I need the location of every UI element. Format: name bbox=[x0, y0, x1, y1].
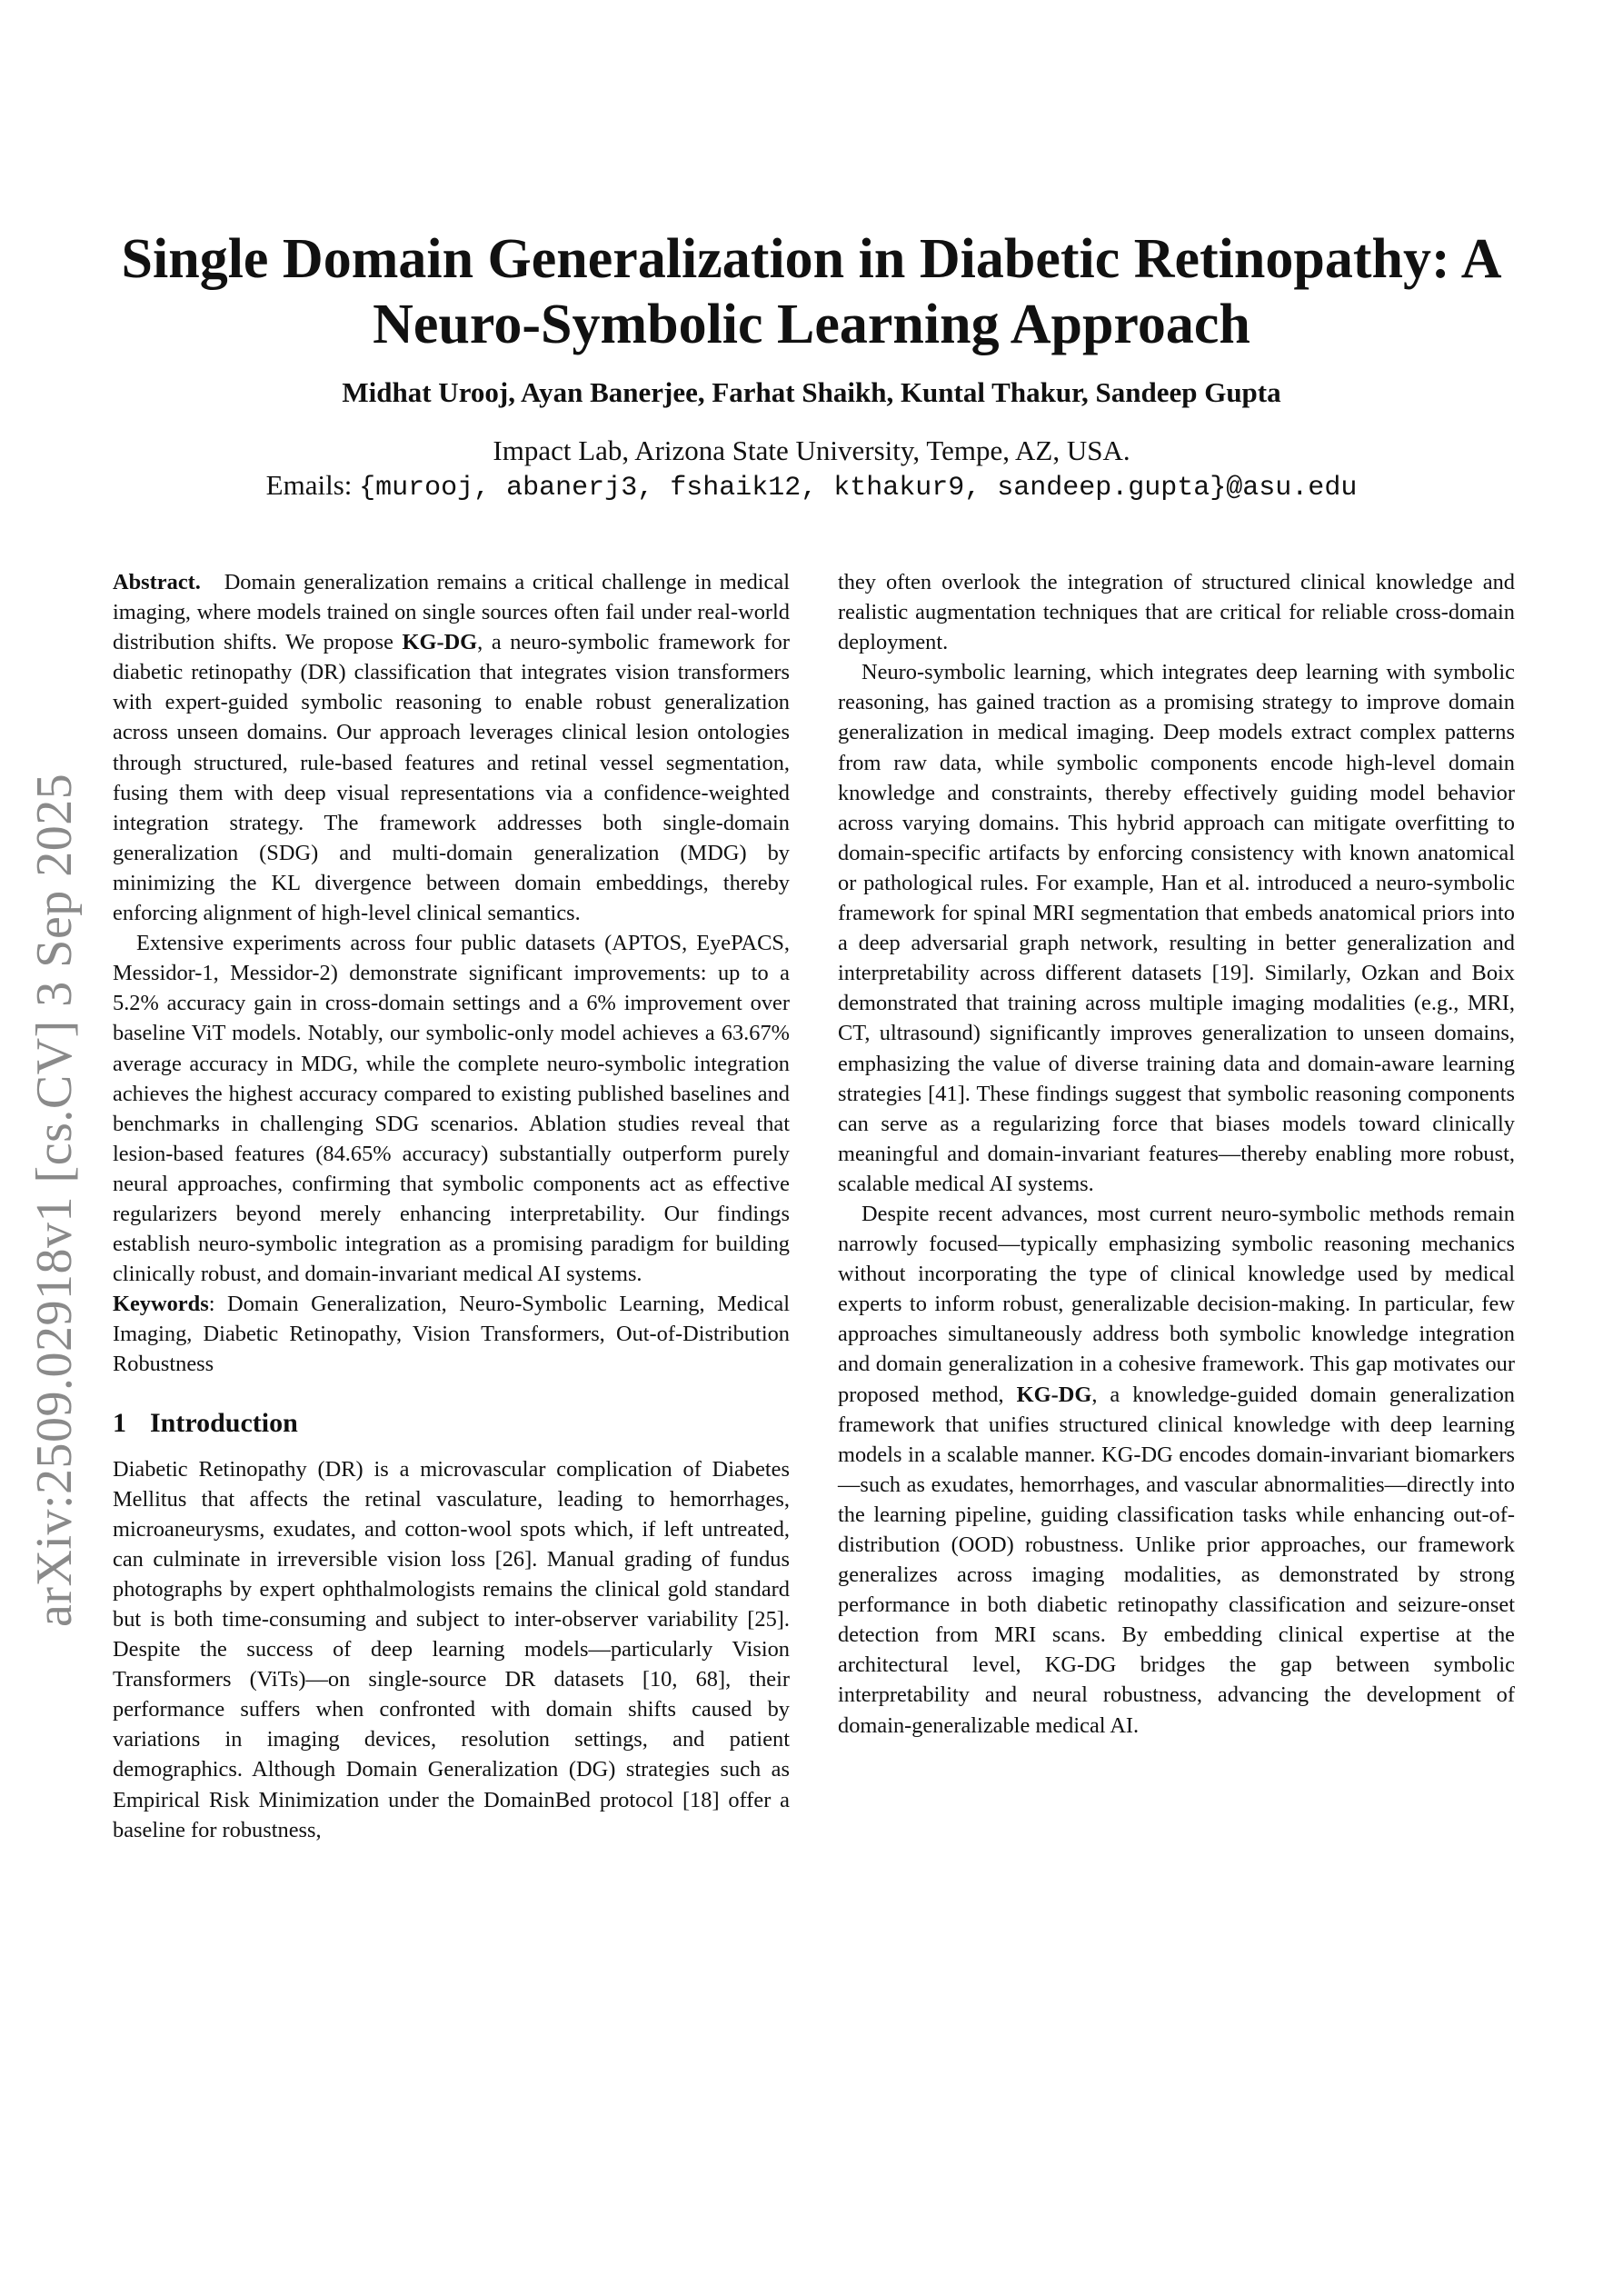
body-paragraph-2: Neuro-symbolic learning, which integrates deep learning with symbolic reasoning, has gained traction as a promising strategy to improve domain generalization in medical imaging. Deep models extract complex patterns from raw data, while symbolic components encode high-level domain knowledge and constraints, thereby effectively guiding model behavior across varying domains. This hybrid approach can mitigate overfitting to domain-specific artifacts by enforcing consistency with known anatomical or pathological rules. For example, Han et al. introduced a neuro-symbolic framework for spinal MRI segmentation that embeds anatomical priors into a deep adversarial graph network, resulting in better generalization and interpretability across different datasets [19]. Similarly, Ozkan and Boix demonstrated that training across multiple imaging modalities (e.g., MRI, CT, ultrasound) significantly improves generalization to unseen domains, emphasizing the value of diverse training data and domain-aware learning strategies [41]. These findings suggest that symbolic reasoning components can serve as a regularizing force that biases models toward clinically meaningful and domain-invariant features—thereby enabling more robust, scalable medical AI systems. bbox=[838, 660, 1515, 1196]
section-title: Introduction bbox=[150, 1407, 298, 1438]
body-paragraph-3 bbox=[838, 1199, 1515, 1741]
arxiv-identifier: arXiv:2509.02918v1 [cs.CV] 3 Sep 2025 bbox=[26, 773, 83, 1627]
method-name: KG-DG bbox=[402, 630, 478, 655]
email-addresses: {murooj, abanerj3, fshaik12, kthakur9, sandeep.gupta}@asu.edu bbox=[359, 473, 1358, 504]
body-paragraph-3-end: , a knowledge-guided domain generalization framework that unifies structured clinical knowledge with deep learning models in a scalable manner. KG-DG encodes domain-invariant biomarkers—such as exudates, hemorrhages, and vascular abnormalities—directly into the learning pipeline, guiding classification tasks while enhancing out-of-distribution (OOD) robustness. Unlike prior approaches, our framework generalizes across imaging modalities, as demonstrated by strong performance in both diabetic retinopathy classification and seizure-onset detection from MRI scans. By embedding clinical expertise at the architectural level, KG-DG bridges the gap between symbolic interpretability and neural robustness, advancing the development of domain-generalizable medical AI. bbox=[838, 1382, 1516, 1738]
body-paragraph-1: they often overlook the integration of structured clinical knowledge and realistic augmentation techniques that are critical for reliable cross-domain deployment. bbox=[838, 570, 1515, 655]
keywords-label: Keywords bbox=[113, 1292, 209, 1317]
abstract-label: Abstract. bbox=[113, 570, 201, 594]
emails-label: Emails: bbox=[265, 469, 353, 501]
section-number: 1 bbox=[113, 1407, 126, 1438]
left-column bbox=[113, 567, 790, 1845]
paper-title: Single Domain Generalization in Diabetic Retinopathy: A Neuro-Symbolic Learning Approach bbox=[121, 228, 1502, 355]
introduction-paragraph-1: Diabetic Retinopathy (DR) is a microvascular complication of Diabetes Mellitus that affects the retinal vasculature, leading to hemorrhages, microaneurysms, exudates, and cotton-wool spots which, if left untreated, can culminate in irreversible vision loss [26]. Manual grading of fundus photographs by expert ophthalmologists remains the clinical gold standard but is both time-consuming and subject to inter-observer variability [25]. Despite the success of deep learning models—particularly Vision Transformers (ViTs)—on single-source DR datasets [10, 68], their performance suffers when confronted with domain shifts caused by variations in imaging devices, resolution settings, and patient demographics. Although Domain Generalization (DG) strategies such as Empirical Risk Minimization under the DomainBed protocol [18] offer a baseline for robustness, bbox=[113, 1456, 790, 1842]
body-paragraph-3-start: Despite recent advances, most current neuro-symbolic methods remain narrowly focused—typically emphasizing symbolic reasoning mechanics without incorporating the type of clinical knowledge used by medical experts to inform robust, generalizable decision-making. In particular, few approaches simultaneously address both symbolic knowledge integration and domain generalization in a cohesive framework. This gap motivates our proposed method, bbox=[838, 1201, 1515, 1407]
abstract-text-start: Domain generalization remains a critical challenge in medical imaging, where models trained on single sources often fail under real-world distribution shifts. We propose bbox=[113, 570, 790, 655]
abstract-paragraph-2: Extensive experiments across four public datasets (APTOS, EyePACS, Messidor-1, Messidor-2) demonstrate significant improvements: up to a 5.2% accuracy gain in cross-domain settings and a 6% improvement over baseline ViT models. Notably, our symbolic-only model achieves a 63.67% average accuracy in MDG, while the complete neuro-symbolic integration achieves the highest accuracy compared to existing published baselines and benchmarks in challenging SDG scenarios. Ablation studies reveal that lesion-based features (84.65% accuracy) substantially outperform purely neural approaches, confirming that symbolic components act as effective regularizers beyond merely enhancing interpretability. Our findings establish neuro-symbolic integration as a promising paradigm for building clinically robust, and domain-invariant medical AI systems. bbox=[113, 931, 790, 1287]
author-list: Midhat Urooj, Ayan Banerjee, Farhat Shaikh, Kuntal Thakur, Sandeep Gupta bbox=[342, 376, 1281, 408]
abstract-text-end: , a neuro-symbolic framework for diabetic retinopathy (DR) classification that integrates vision transformers with expert-guided symbolic reasoning to enable robust generalization across unseen domains. Our approach leverages clinical lesion ontologies through structured, rule-based features and retinal vessel segmentation, fusing them with deep visual representations via a confidence-weighted integration strategy. The framework addresses both single-domain generalization (SDG) and multi-domain generalization (MDG) by minimizing the KL divergence between domain embeddings, thereby enforcing alignment of high-level clinical semantics. bbox=[113, 630, 790, 926]
keywords bbox=[113, 1289, 790, 1379]
email-line bbox=[91, 469, 1532, 504]
right-column bbox=[838, 567, 1515, 1741]
abstract-paragraph-1 bbox=[113, 567, 790, 928]
method-name-right: KG-DG bbox=[1016, 1382, 1092, 1407]
keywords-text: : Domain Generalization, Neuro-Symbolic Learning, Medical Imaging, Diabetic Retinopathy, Vision Transformers, Out-of-Distribution Robustness bbox=[113, 1292, 790, 1377]
affiliation: Impact Lab, Arizona State University, Tempe, AZ, USA. bbox=[493, 434, 1130, 466]
section-heading-introduction bbox=[113, 1407, 790, 1440]
